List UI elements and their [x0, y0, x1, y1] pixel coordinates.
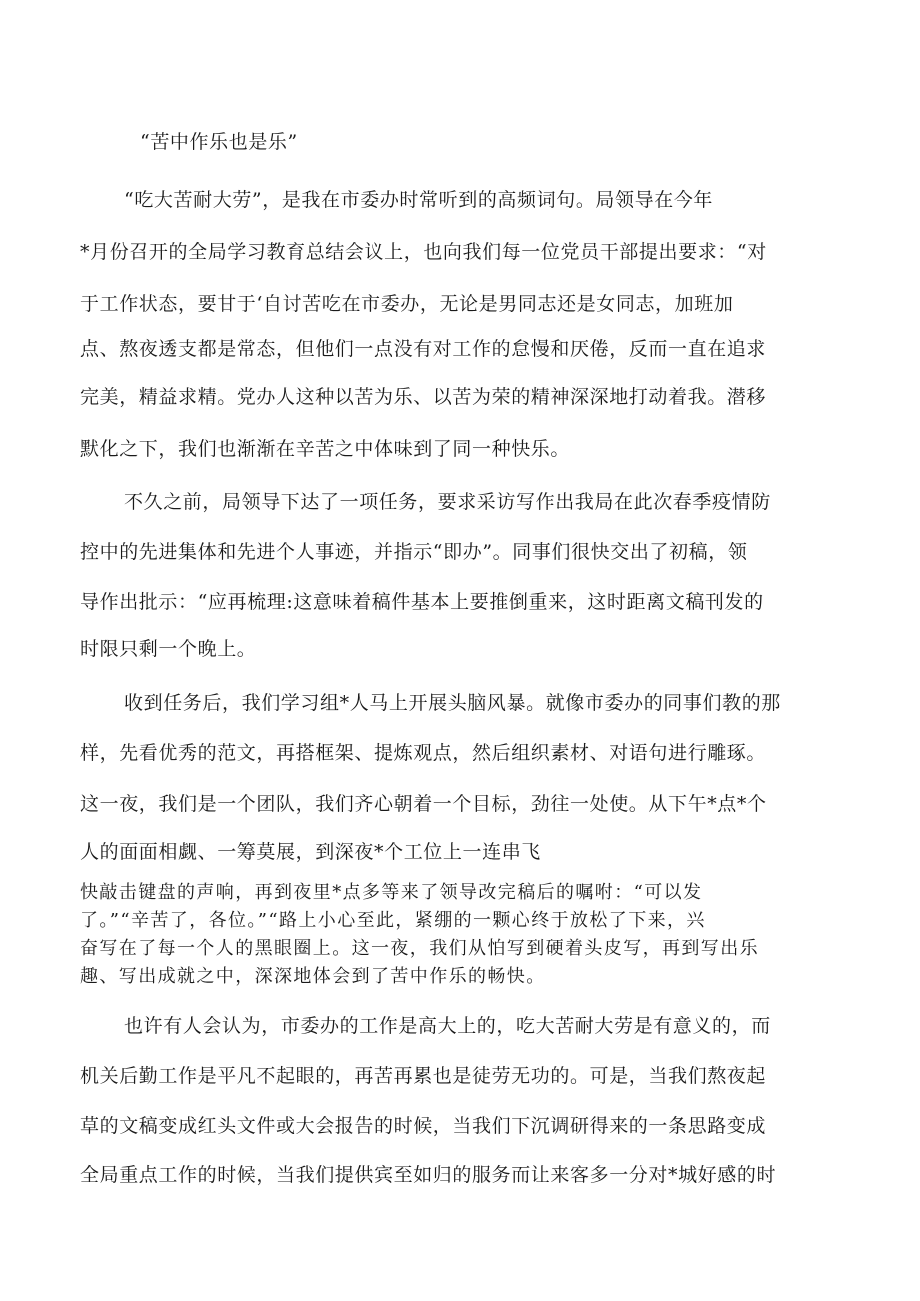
paragraph-3-line-7: 奋写在了每一个人的黑眼圈上。这一夜，我们从怕写到硬着头皮写，再到写出乐: [80, 938, 759, 959]
paragraph-2-line-3: 导作出批示：“应再梳理:这意味着稿件基本上要推倒重来，这时距离文稿刊发的: [80, 591, 764, 613]
paragraph-1-line-6: 默化之下，我们也渐渐在辛苦之中体味到了同一种快乐。: [80, 438, 571, 460]
section-heading: “苦中作乐也是乐”: [140, 131, 298, 153]
paragraph-2-line-2: 控中的先进集体和先进个人事迹，并指示“即办”。同事们很快交出了初稿，领: [80, 541, 748, 563]
paragraph-1-line-4: 点、熬夜透支都是常态，但他们一点没有对工作的怠慢和厌倦，反而一直在追求: [80, 338, 767, 360]
paragraph-3-line-8: 趣、写出成就之中，深深地体会到了苦中作乐的畅快。: [80, 966, 546, 987]
paragraph-4-line-1: 也许有人会认为，市委办的工作是高大上的，吃大苦耐大劳是有意义的，而: [124, 1015, 771, 1037]
paragraph-2-line-1: 不久之前，局领导下达了一项任务，要求采访写作出我局在此次春季疫情防: [124, 491, 771, 513]
paragraph-3-line-4: 人的面面相觑、一筹莫展，到深夜*个工位上一连串飞: [80, 841, 541, 863]
paragraph-4-line-2: 机关后勤工作是平凡不起眼的，再苦再累也是徒劳无功的。可是，当我们熬夜起: [80, 1065, 767, 1087]
paragraph-3-line-3: 这一夜，我们是一个团队，我们齐心朝着一个目标，劲往一处使。从下午*点*个: [80, 793, 767, 815]
paragraph-4-line-3: 草的文稿变成红头文件或大会报告的时候，当我们下沉调研得来的一条思路变成: [80, 1115, 767, 1137]
paragraph-2-line-4: 时限只剩一个晚上。: [80, 638, 257, 660]
paragraph-1-line-5: 完美，精益求精。党办人这种以苦为乐、以苦为荣的精神深深地打动着我。潜移: [80, 386, 767, 408]
paragraph-3-line-6: 了。”“辛苦了，各位。”“路上小心至此，紧绷的一颗心终于放松了下来，兴: [80, 910, 706, 931]
paragraph-3-line-1: 收到任务后，我们学习组*人马上开展头脑风暴。就像市委办的同事们教的那: [124, 692, 781, 714]
paragraph-4-line-4: 全局重点工作的时候，当我们提供宾至如归的服务而让来客多一分对*城好感的时: [80, 1164, 777, 1186]
paragraph-1-line-3: 于工作状态，要甘于‘自讨苦吃在市委办，无论是男同志还是女同志，加班加: [80, 293, 734, 315]
paragraph-3-line-5: 快敲击键盘的声响，再到夜里*点多等来了领导改完稿后的嘱咐：“可以发: [80, 882, 703, 903]
paragraph-1-line-1: “吃大苦耐大劳”，是我在市委办时常听到的高频词句。局领导在今年: [124, 189, 714, 211]
paragraph-3-line-2: 样，先看优秀的范文，再搭框架、提炼观点，然后组织素材、对语句进行雕琢。: [80, 742, 767, 764]
paragraph-1-line-2: *月份召开的全局学习教育总结会议上，也向我们每一位党员干部提出要求：“对: [80, 241, 767, 263]
